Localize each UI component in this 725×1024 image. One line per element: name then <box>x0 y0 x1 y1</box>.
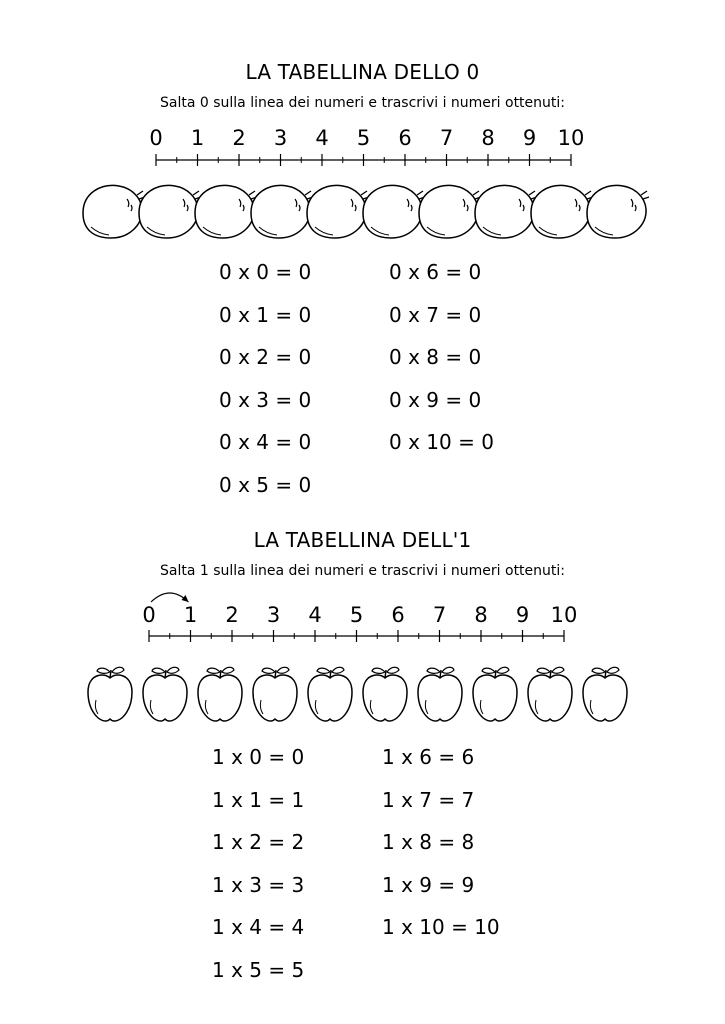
apple-icon <box>528 667 572 721</box>
number-line-label: 10 <box>550 603 578 627</box>
equation-right: 1 x 7 = 7 <box>382 787 475 812</box>
number-line-label: 0 <box>149 126 163 150</box>
number-line-label: 4 <box>315 126 329 150</box>
lemon-icon <box>531 185 593 238</box>
equation-left: 0 x 5 = 0 <box>219 472 312 497</box>
number-line-label: 3 <box>273 126 288 150</box>
apple-icon <box>363 667 407 721</box>
section0-instruction: Salta 0 sulla linea dei numeri e trascrivi i numeri ottenuti: <box>159 95 565 111</box>
equation-right: 1 x 9 = 9 <box>382 872 475 897</box>
lemon-icon <box>307 185 369 238</box>
lemon-icon <box>139 185 201 238</box>
number-line-label: 2 <box>225 603 239 627</box>
section1-number-line <box>0 580 725 650</box>
section1-apple-row <box>0 660 725 730</box>
equation-left: 0 x 1 = 0 <box>219 302 312 327</box>
lemon-icon <box>195 185 257 238</box>
apple-icon <box>418 667 462 721</box>
equation-right: 1 x 10 = 10 <box>382 915 500 939</box>
lemon-icon <box>419 185 481 238</box>
equation-left: 1 x 0 = 0 <box>212 745 305 769</box>
apple-icon <box>473 667 517 721</box>
equation-left: 0 x 3 = 0 <box>219 387 312 412</box>
equation-left: 0 x 2 = 0 <box>219 345 312 369</box>
number-line-label: 6 <box>391 603 405 627</box>
number-line-label: 6 <box>398 126 412 150</box>
number-line-label: 7 <box>439 126 454 150</box>
equation-left: 1 x 3 = 3 <box>212 872 305 897</box>
equation-right: 0 x 6 = 0 <box>389 260 482 284</box>
apple-icon <box>253 667 297 721</box>
equation-right: 1 x 6 = 6 <box>382 745 475 769</box>
equation-right: 0 x 9 = 0 <box>389 387 482 412</box>
lemon-icon <box>251 185 313 238</box>
apple-icon <box>88 667 132 721</box>
number-line-label: 3 <box>266 603 281 627</box>
section0-lemon-row <box>0 180 725 250</box>
equation-left: 1 x 2 = 2 <box>212 830 305 854</box>
number-line-label: 9 <box>522 126 537 150</box>
number-line-label: 2 <box>232 126 246 150</box>
section0-title: LA TABELLINA DELLO 0 <box>245 60 480 84</box>
number-line-label: 8 <box>481 126 495 150</box>
apple-icon <box>308 667 352 721</box>
equation-left: 1 x 1 = 1 <box>212 787 305 812</box>
equation-right: 0 x 8 = 0 <box>389 345 482 369</box>
lemon-icon <box>475 185 537 238</box>
jump-arrowhead <box>182 595 189 602</box>
number-line-label: 10 <box>557 126 585 150</box>
number-line-label: 5 <box>349 603 364 627</box>
equation-right: 1 x 8 = 8 <box>382 830 475 854</box>
equation-left: 0 x 0 = 0 <box>219 260 312 284</box>
lemon-icon <box>363 185 425 238</box>
equation-left: 1 x 5 = 5 <box>212 957 305 982</box>
section1-title: LA TABELLINA DELL'1 <box>253 528 472 552</box>
number-line-label: 1 <box>183 603 198 627</box>
jump-arrow <box>151 593 189 602</box>
section1-instruction: Salta 1 sulla linea dei numeri e trascrivi i numeri ottenuti: <box>159 563 565 579</box>
lemon-icon <box>587 185 649 238</box>
apple-icon <box>583 667 627 721</box>
number-line-label: 9 <box>515 603 530 627</box>
equation-left: 1 x 4 = 4 <box>212 915 305 939</box>
apple-icon <box>143 667 187 721</box>
equation-right: 0 x 10 = 0 <box>389 430 494 454</box>
number-line-label: 1 <box>190 126 205 150</box>
lemon-icon <box>83 185 145 238</box>
apple-icon <box>198 667 242 721</box>
number-line-label: 0 <box>142 603 156 627</box>
equation-left: 0 x 4 = 0 <box>219 430 312 454</box>
number-line-label: 7 <box>432 603 447 627</box>
number-line-label: 8 <box>474 603 488 627</box>
equation-right: 0 x 7 = 0 <box>389 302 482 327</box>
number-line-label: 5 <box>356 126 371 150</box>
number-line-label: 4 <box>308 603 322 627</box>
